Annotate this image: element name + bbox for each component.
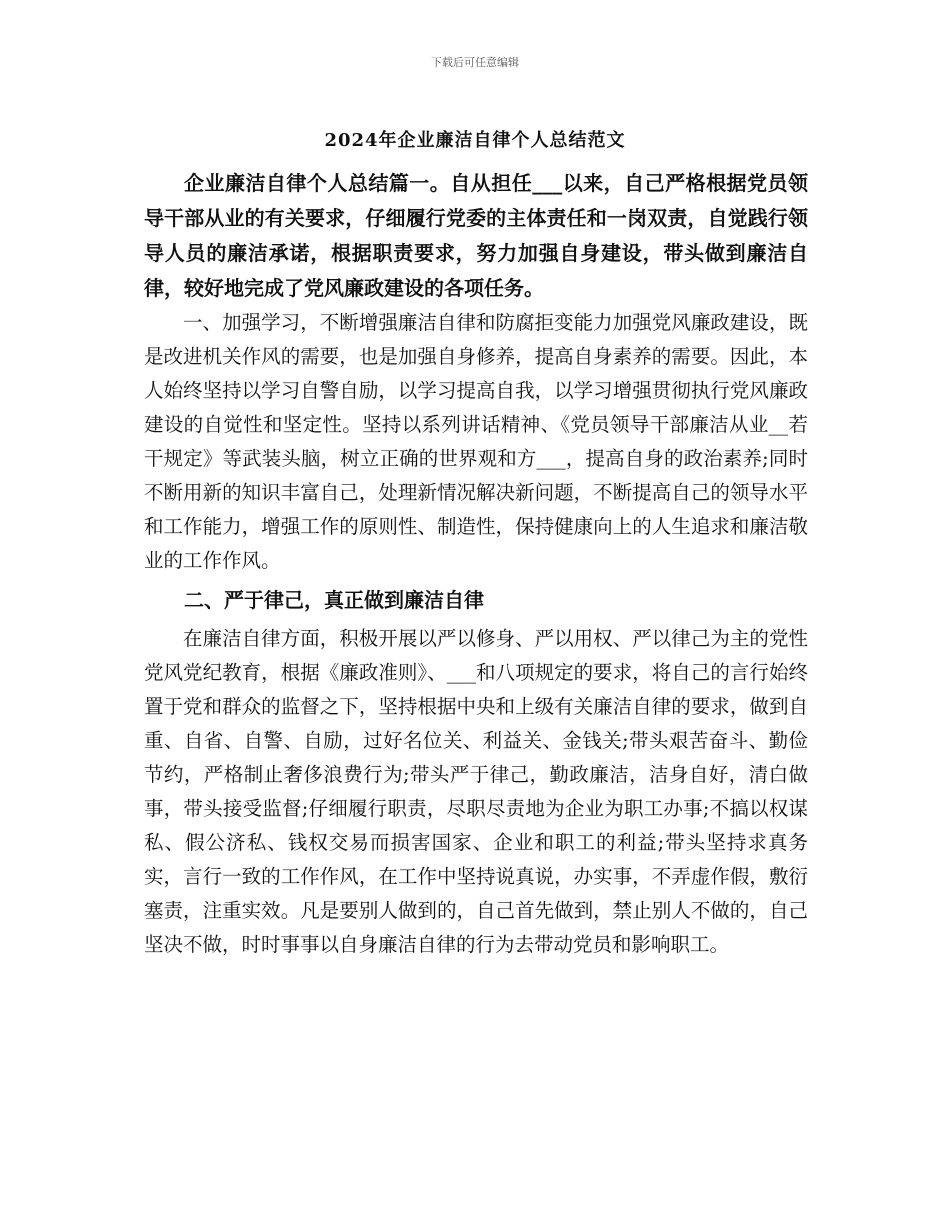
- document-title: 2024年企业廉洁自律个人总结范文: [324, 130, 626, 151]
- section-two-paragraph: 在廉洁自律方面，积极开展以严以修身、严以用权、严以律己为主的党性党风党纪教育，根据《廉政准则》、___和八项规定的要求，将自己的言行始终置于党和群众的监督之下，坚持根据中央和上级有关廉洁自律的要求，做到自重、自省、自警、自励，过好名位关、利益关、金钱关;带头艰苦奋斗、勤俭节约，严格制止奢侈浪费行为;带头严于律己，勤政廉洁，洁身自好，清白做事，带头接受监督;仔细履行职责，尽职尽责地为企业为职工办事;不搞以权谋私、假公济私、钱权交易而损害国家、企业和职工的利益;带头坚持求真务实，言行一致的工作作风，在工作中坚持说真说，办实事，不弄虚作假，敷衍塞责，注重实效。凡是要别人做到的，自己首先做到，禁止别人不做的，自己坚决不做，时时事事以自身廉洁自律的行为去带动党员和影响职工。: [144, 627, 808, 956]
- page-header-note: 下载后可任意编辑: [431, 56, 519, 69]
- section-one-paragraph: 一、加强学习，不断增强廉洁自律和防腐拒变能力加强党风廉政建设，既是改进机关作风的需要，也是加强自身修养，提高自身素养的需要。因此，本人始终坚持以学习自警自励，以学习提高自我，以学习增强贯彻执行党风廉政建设的自觉性和坚定性。坚持以系列讲话精神、《党员领导干部廉洁从业__若干规定》等武装头脑，树立正确的世界观和方___，提高自身的政治素养;同时不断用新的知识丰富自己，处理新情况解决新问题，不断提高自己的领导水平和工作能力，增强工作的原则性、制造性，保持健康向上的人生追求和廉洁敬业的工作作风。: [144, 311, 808, 572]
- section-two-heading: 二、严于律己，真正做到廉洁自律: [184, 588, 484, 612]
- intro-paragraph: 企业廉洁自律个人总结篇一。自从担任___以来，自己严格根据党员领导干部从业的有关要求，仔细履行党委的主体责任和一岗双责，自觉践行领导人员的廉洁承诺，根据职责要求，努力加强自身建设，带头做到廉洁自律，较好地完成了党风廉政建设的各项任务。: [144, 171, 808, 300]
- document-body: [144, 166, 808, 962]
